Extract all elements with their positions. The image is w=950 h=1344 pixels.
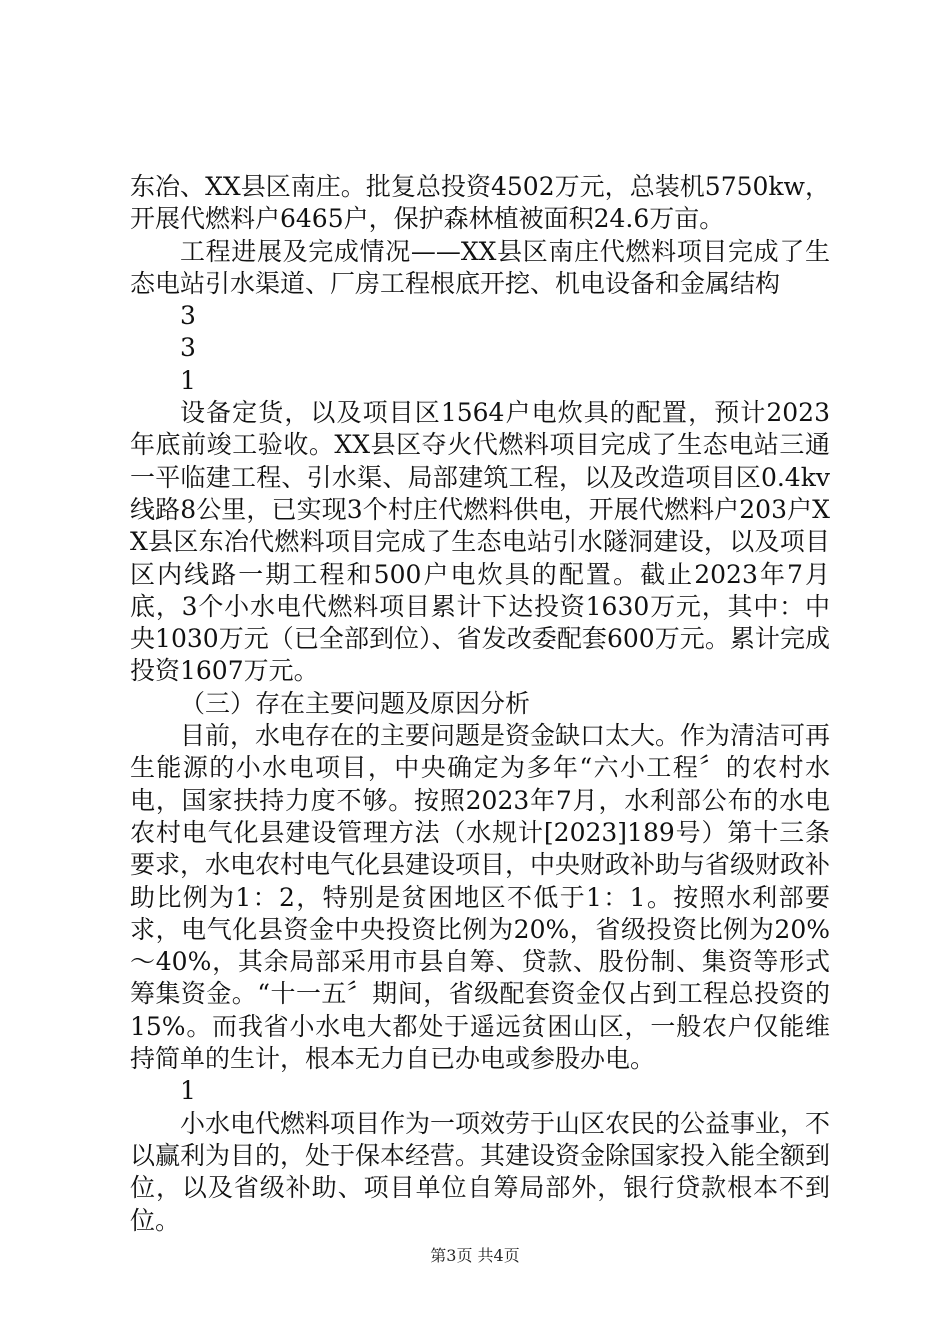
paragraph: 设备定货，以及项目区1564户电炊具的配置，预计2023年底前竣工验收。XX县区夺火代燃料项目完成了生态电站三通一平临建工程、引水渠、局部建筑工程，以及改造项目区0.4kv线路8公里，已实现3个村庄代燃料供电，开展代燃料户203户XX县区东冶代燃料项目完成了生态电站引水隧洞建设，以及项目区内线路一期工程和500户电炊具的配置。截止2023年7月底，3个小水电代燃料项目累计下达投资1630万元，其中：中央1030万元（已全部到位）、省发改委配套600万元。累计完成投资1607万元。	[130, 398, 830, 686]
page-number-fragment: 3	[180, 333, 196, 363]
paragraph: 工程进展及完成情况——XX县区南庄代燃料项目完成了生态电站引水渠道、厂房工程根底开挖、机电设备和金属结构	[130, 236, 830, 298]
page-number-fragment: 1	[180, 1076, 196, 1106]
paragraph: 东冶、XX县区南庄。批复总投资4502万元，总装机5750kw，开展代燃料户6465户，保护森林植被面积24.6万亩。	[130, 172, 830, 234]
paragraph: 小水电代燃料项目作为一项效劳于山区农民的公益事业，不以赢利为目的，处于保本经营。其建设资金除国家投入能全额到位，以及省级补助、项目单位自筹局部外，银行贷款根本不到位。	[130, 1108, 831, 1235]
page-number-fragment: 3	[180, 301, 196, 331]
page-footer: 第3页 共4页	[430, 1246, 520, 1265]
section-heading: （三）存在主要问题及原因分析	[180, 688, 531, 718]
document-body	[130, 171, 830, 1237]
paragraph: 目前，水电存在的主要问题是资金缺口太大。作为清洁可再生能源的小水电项目，中央确定为多年“六小工程〞的农村水电，国家扶持力度不够。按照2023年7月，水利部公布的水电农村电气化县建设管理方法（水规计[2023]189号）第十三条要求，水电农村电气化县建设项目，中央财政补助与省级财政补助比例为1：2，特别是贫困地区不低于1：1。按照水利部要求，电气化县资金中央投资比例为20%，省级投资比例为20%～40%，其余局部采用市县自筹、贷款、股份制、集资等形式筹集资金。“十一五〞期间，省级配套资金仅占到工程总投资的15%。而我省小水电大都处于遥远贫困山区，一般农户仅能维持简单的生计，根本无力自已办电或参股办电。	[130, 721, 831, 1074]
page-number-fragment: 1	[180, 365, 196, 395]
